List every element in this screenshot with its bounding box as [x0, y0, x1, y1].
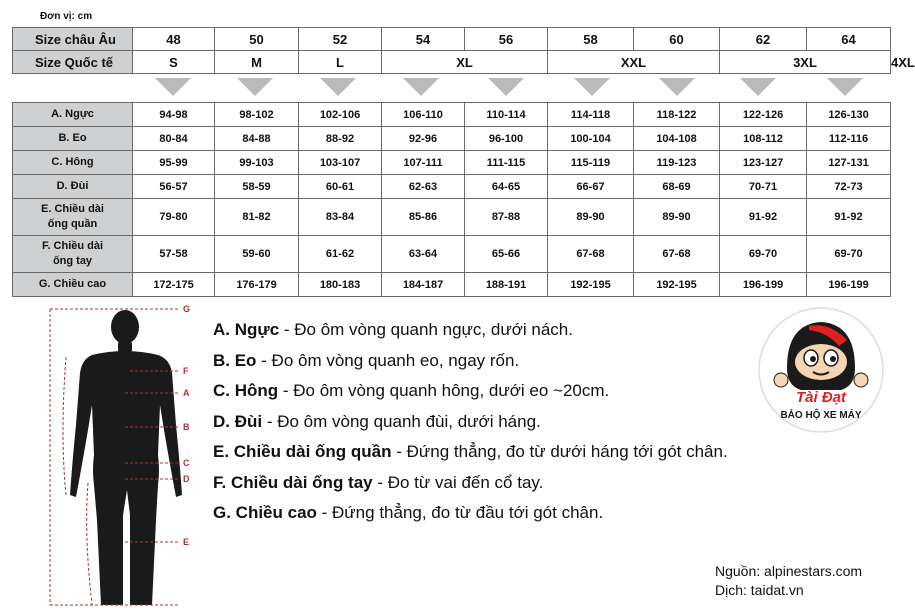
down-arrow-icon — [740, 78, 776, 96]
value-cell: 192-195 — [548, 273, 634, 297]
value-cell: 115-119 — [548, 151, 634, 175]
eu-size-cell: 62 — [720, 28, 807, 51]
description-item — [213, 473, 728, 504]
down-arrow-icon — [403, 78, 439, 96]
value-cell: 56-57 — [133, 175, 215, 199]
table-row — [13, 175, 891, 199]
description-item — [213, 442, 728, 473]
eu-size-label: Size châu Âu — [13, 28, 133, 51]
table-row — [13, 236, 891, 273]
eu-size-cell: 54 — [382, 28, 465, 51]
logo-brand-name: Tài Đạt — [795, 389, 847, 406]
description-term: G. Chiều cao — [213, 503, 317, 522]
table-row — [13, 151, 891, 175]
value-cell: 87-88 — [465, 199, 548, 236]
value-cell: 108-112 — [720, 127, 807, 151]
value-cell: 94-98 — [133, 103, 215, 127]
description-term: A. Ngực — [213, 320, 280, 339]
description-item — [213, 351, 728, 382]
table-row — [13, 199, 891, 236]
eu-size-cell: 64 — [807, 28, 891, 51]
eu-size-cell: 58 — [548, 28, 634, 51]
source-credit — [715, 562, 862, 600]
value-cell: 63-64 — [382, 236, 465, 273]
value-cell: 65-66 — [465, 236, 548, 273]
description-text: - Đứng thẳng, đo từ đầu tới gót chân. — [316, 503, 604, 522]
description-text: - Đo ôm vòng quanh eo, ngay rốn. — [256, 350, 520, 370]
value-cell: 176-179 — [215, 273, 299, 297]
table-row — [13, 127, 891, 151]
eu-size-cell: 52 — [299, 28, 382, 51]
value-cell: 68-69 — [634, 175, 720, 199]
value-cell: 62-63 — [382, 175, 465, 199]
value-cell: 58-59 — [215, 175, 299, 199]
translation-line: Dịch: taidat.vn — [715, 582, 804, 598]
intl-size-cell: 3XL — [720, 51, 891, 74]
intl-size-cell: M — [215, 51, 299, 74]
description-item — [213, 381, 728, 412]
marker-a-label: A — [183, 388, 190, 398]
value-cell: 104-108 — [634, 127, 720, 151]
intl-size-cell: S — [133, 51, 215, 74]
down-arrow-icon — [320, 78, 356, 96]
measurement-table — [12, 102, 891, 297]
value-cell: 61-62 — [299, 236, 382, 273]
description-item — [213, 503, 728, 534]
value-cell: 84-88 — [215, 127, 299, 151]
down-arrow-icon — [827, 78, 863, 96]
source-line: Nguồn: alpinestars.com — [715, 563, 863, 579]
row-label-line: ống quần — [47, 218, 98, 230]
unit-label: Đơn vị: cm — [40, 11, 93, 22]
value-cell: 79-80 — [133, 199, 215, 236]
logo-tagline: BẢO HỘ XE MÁY — [780, 410, 862, 421]
eu-size-cell: 60 — [634, 28, 720, 51]
value-cell: 95-99 — [133, 151, 215, 175]
value-cell: 112-116 — [807, 127, 891, 151]
row-label — [13, 236, 133, 273]
row-label: G. Chiều cao — [13, 273, 133, 297]
description-text: - Đứng thẳng, đo từ dưới háng tới gót chân. — [391, 442, 728, 461]
marker-e-label: E — [183, 537, 190, 547]
value-cell: 72-73 — [807, 175, 891, 199]
marker-b-label: B — [183, 422, 190, 432]
description-text: - Đo ôm vòng quanh hông, dưới eo ~20cm. — [278, 381, 610, 400]
marker-f-label: F — [183, 366, 189, 376]
value-cell: 192-195 — [634, 273, 720, 297]
marker-d-label: D — [183, 474, 190, 484]
value-cell: 172-175 — [133, 273, 215, 297]
row-label: D. Đùi — [13, 175, 133, 199]
description-text: - Đo ôm vòng quanh đùi, dưới háng. — [262, 411, 541, 431]
value-cell: 70-71 — [720, 175, 807, 199]
intl-size-row: Size Quốc tế S M L XL XXL 3XL 4XL — [13, 51, 891, 74]
value-cell: 123-127 — [720, 151, 807, 175]
description-item — [213, 412, 728, 443]
value-cell: 196-199 — [720, 273, 807, 297]
row-label — [13, 199, 133, 236]
value-cell: 188-191 — [465, 273, 548, 297]
description-text: - Đo từ vai đến cổ tay. — [372, 472, 544, 492]
eu-size-cell: 50 — [215, 28, 299, 51]
intl-size-cell: L — [299, 51, 382, 74]
value-cell: 184-187 — [382, 273, 465, 297]
value-cell: 110-114 — [465, 103, 548, 127]
value-cell: 96-100 — [465, 127, 548, 151]
description-term: C. Hông — [213, 381, 279, 400]
value-cell: 83-84 — [299, 199, 382, 236]
value-cell: 60-61 — [299, 175, 382, 199]
value-cell: 85-86 — [382, 199, 465, 236]
value-cell: 59-60 — [215, 236, 299, 273]
value-cell: 67-68 — [548, 236, 634, 273]
eu-size-cell: 48 — [133, 28, 215, 51]
down-arrow-icon — [237, 78, 273, 96]
value-cell: 180-183 — [299, 273, 382, 297]
description-term: D. Đùi — [213, 411, 263, 431]
value-cell: 126-130 — [807, 103, 891, 127]
description-term: E. Chiều dài ống quần — [213, 442, 392, 461]
marker-c-label: C — [183, 458, 190, 468]
value-cell: 81-82 — [215, 199, 299, 236]
value-cell: 88-92 — [299, 127, 382, 151]
row-label: B. Eo — [13, 127, 133, 151]
row-label: A. Ngực — [13, 103, 133, 127]
value-cell: 196-199 — [807, 273, 891, 297]
marker-g-label: G — [183, 304, 191, 314]
value-cell: 111-115 — [465, 151, 548, 175]
row-label: C. Hông — [13, 151, 133, 175]
value-cell: 127-131 — [807, 151, 891, 175]
measurement-descriptions — [213, 320, 728, 534]
description-item — [213, 320, 728, 351]
eu-size-cell: 56 — [465, 28, 548, 51]
down-arrow-icon — [155, 78, 191, 96]
intl-size-cell: XL — [382, 51, 548, 74]
value-cell: 91-92 — [720, 199, 807, 236]
value-cell: 92-96 — [382, 127, 465, 151]
value-cell: 80-84 — [133, 127, 215, 151]
value-cell: 107-111 — [382, 151, 465, 175]
row-label-line: E. Chiều dài — [41, 203, 104, 215]
row-label-line: F. Chiều dài — [41, 240, 104, 252]
table-row — [13, 273, 891, 297]
down-arrow-icon — [574, 78, 610, 96]
value-cell: 69-70 — [720, 236, 807, 273]
size-conversion-table — [12, 27, 915, 74]
value-cell: 66-67 — [548, 175, 634, 199]
table-row — [13, 103, 891, 127]
value-cell: 114-118 — [548, 103, 634, 127]
value-cell: 89-90 — [634, 199, 720, 236]
value-cell: 122-126 — [720, 103, 807, 127]
brand-logo — [757, 306, 885, 434]
eu-size-row — [13, 28, 891, 51]
value-cell: 103-107 — [299, 151, 382, 175]
value-cell: 57-58 — [133, 236, 215, 273]
value-cell: 69-70 — [807, 236, 891, 273]
value-cell: 99-103 — [215, 151, 299, 175]
value-cell: 119-123 — [634, 151, 720, 175]
row-label-line: ống tay — [52, 255, 93, 267]
value-cell: 91-92 — [807, 199, 891, 236]
down-arrow-icon — [488, 78, 524, 96]
value-cell: 102-106 — [299, 103, 382, 127]
value-cell: 118-122 — [634, 103, 720, 127]
value-cell: 98-102 — [215, 103, 299, 127]
description-term: B. Eo — [213, 350, 257, 370]
value-cell: 106-110 — [382, 103, 465, 127]
value-cell: 89-90 — [548, 199, 634, 236]
intl-size-cell: XXL — [548, 51, 720, 74]
value-cell: 64-65 — [465, 175, 548, 199]
body-silhouette-figure — [30, 305, 220, 610]
value-cell: 100-104 — [548, 127, 634, 151]
value-cell: 67-68 — [634, 236, 720, 273]
description-term: F. Chiều dài ống tay — [213, 472, 373, 492]
intl-size-label: Size Quốc tế — [13, 51, 133, 74]
description-text: - Đo ôm vòng quanh ngực, dưới nách. — [279, 320, 573, 339]
down-arrow-icon — [659, 78, 695, 96]
